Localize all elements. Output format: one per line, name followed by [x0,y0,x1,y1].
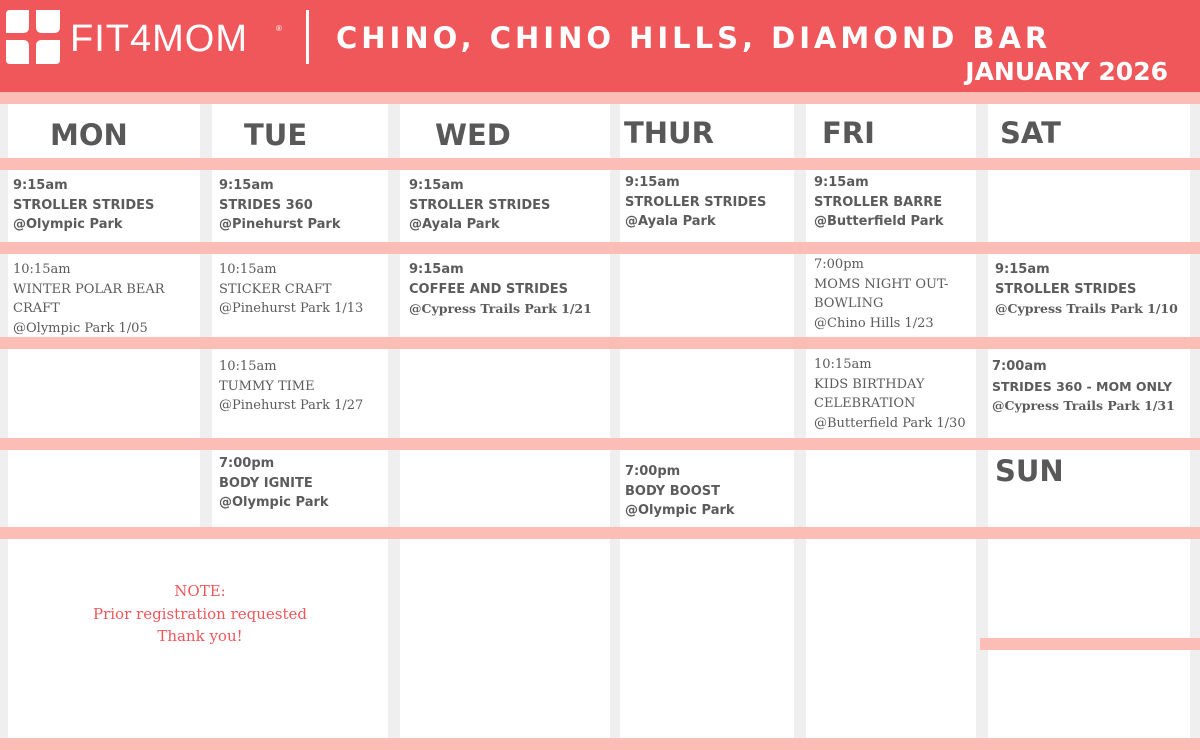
month-title: JANUARY 2026 [965,57,1168,86]
day-header-thur [620,104,794,158]
event-place: @Pinehurst Park [219,217,341,232]
cell-thur-row2 [620,254,794,337]
event-thur-stroller-strides [625,173,766,232]
event-place: @Cypress Trails Park 1/31 [992,398,1175,413]
day-label: SUN [995,454,1064,488]
event-name: KIDS BIRTHDAY [814,376,925,392]
event-name: MOMS NIGHT OUT- [814,276,949,292]
event-time: 10:15am [219,262,277,277]
cell-sat-row1 [988,170,1190,242]
day-label: FRI [822,116,875,150]
event-name: STROLLER STRIDES [625,194,767,210]
event-time: 10:15am [814,357,872,372]
cell-wed-row2 [400,254,610,337]
event-place: @Butterfield Park [814,214,944,229]
day-header-tue [212,104,388,158]
event-place: @Ayala Park [409,217,500,232]
event-name: STICKER CRAFT [219,281,332,297]
note-body: Prior registration requested [93,604,307,623]
cell-fri-row2 [806,254,976,337]
event-name-cont: CRAFT [13,301,60,316]
cell-fri-row4 [806,450,976,527]
cell-mon-row1 [8,170,200,242]
registered-mark: ® [276,24,282,33]
event-place: @Pinehurst Park 1/13 [219,301,364,316]
cell-mon-row2 [8,254,200,337]
event-time: 9:15am [814,175,869,190]
cell-thur-row3 [620,349,794,438]
note-thanks: Thank you! [157,627,243,645]
cell-sat-row2 [988,254,1190,337]
cell-fri-row1 [806,170,976,242]
event-name: STROLLER STRIDES [409,197,551,213]
day-label: THUR [624,116,714,150]
cell-sun-header [988,450,1190,527]
cell-thur-row1 [620,170,794,242]
day-header-sat [988,104,1190,158]
event-name: BODY IGNITE [219,475,313,491]
location-title: CHINO, CHINO HILLS, DIAMOND BAR [336,21,1052,55]
cell-wed-row5 [400,539,610,738]
event-time: 7:00am [992,359,1047,374]
cell-wed-row3 [400,349,610,438]
event-time: 7:00pm [625,464,681,479]
stripe [0,438,1200,450]
day-header-mon [8,104,200,158]
event-fri-moms-night-out [814,255,948,333]
cell-wed-row1 [400,170,610,242]
cell-mon-row4 [8,450,200,527]
day-label: SAT [1000,116,1061,150]
stripe [0,92,1200,104]
event-time: 9:15am [219,178,274,193]
event-place: @Olympic Park [13,217,123,232]
stripe [0,738,1200,750]
event-tue-tummy-time [219,357,363,416]
stripe [980,638,1200,650]
event-time: 7:00pm [814,257,864,272]
stripe [0,242,1200,254]
event-time: 9:15am [995,262,1050,277]
event-place: @Cypress Trails Park 1/10 [995,301,1178,316]
event-sat-stroller-strides [995,260,1178,319]
event-place: @Butterfield Park 1/30 [814,415,966,431]
cell-wed-row4 [400,450,610,527]
event-name-cont: CELEBRATION [814,396,916,411]
cell-mon-row3 [8,349,200,438]
event-time: 10:15am [13,262,71,277]
registration-note [0,580,400,648]
event-place: @Pinehurst Park 1/27 [219,398,364,413]
event-name: STROLLER STRIDES [995,281,1137,297]
event-sat-strides-360-mom-only [992,357,1175,416]
day-header-wed [400,104,610,158]
event-name: STROLLER STRIDES [13,197,155,213]
event-wed-coffee-and-strides [409,260,592,319]
event-name: TUMMY TIME [219,378,315,394]
cell-thur-row5 [620,539,794,738]
event-time: 9:15am [625,175,680,190]
event-wed-stroller-strides [409,176,550,235]
fit4mom-logo-icon [2,6,64,68]
note-heading: NOTE: [174,582,226,600]
cell-sat-row3 [988,349,1190,438]
cell-tue-row4 [212,450,388,527]
cell-fri-row3 [806,349,976,438]
event-place: @Ayala Park [625,214,716,229]
cell-tue-row3 [212,349,388,438]
event-time: 9:15am [409,262,464,277]
event-tue-sticker-craft [219,260,363,319]
day-label: MON [50,118,128,152]
event-name-cont: BOWLING [814,296,884,311]
cell-tue-row1 [212,170,388,242]
cell-sun-row2 [988,650,1190,738]
event-fri-kids-birthday-celebration [814,355,966,433]
stripe [0,527,1200,539]
day-label: WED [435,118,511,152]
cell-tue-row2 [212,254,388,337]
event-place: @Olympic Park [219,495,329,510]
event-name: BODY BOOST [625,483,720,499]
event-name: STROLLER BARRE [814,194,943,210]
event-time: 7:00pm [219,456,275,471]
event-name: STRIDES 360 [219,197,313,213]
header-banner [0,0,1200,92]
stripe [0,158,1200,170]
event-place: @Olympic Park [625,503,735,518]
event-fri-stroller-barre [814,173,944,232]
event-name: STRIDES 360 - MOM ONLY [992,378,1173,394]
event-time: 9:15am [409,178,464,193]
event-place: @Cypress Trails Park 1/21 [409,301,592,316]
event-time: 9:15am [13,178,68,193]
header-divider [306,10,309,64]
stripe [0,337,1200,349]
day-label: TUE [244,118,308,152]
event-place: @Chino Hills 1/23 [814,315,934,331]
brand-name: FIT4MOM [70,18,248,60]
event-place: @Olympic Park 1/05 [13,320,148,336]
event-mon-stroller-strides [13,176,154,235]
event-thur-body-boost [625,462,735,521]
cell-fri-row5 [806,539,976,738]
event-name: COFFEE AND STRIDES [409,281,569,297]
event-mon-winter-polar-bear-craft [13,260,165,338]
event-name: WINTER POLAR BEAR [13,281,165,297]
day-header-fri [806,104,976,158]
event-tue-body-ignite [219,454,329,513]
cell-thur-row4 [620,450,794,527]
cell-sun-row1 [988,539,1190,638]
event-time: 10:15am [219,359,277,374]
event-tue-strides-360 [219,176,340,235]
